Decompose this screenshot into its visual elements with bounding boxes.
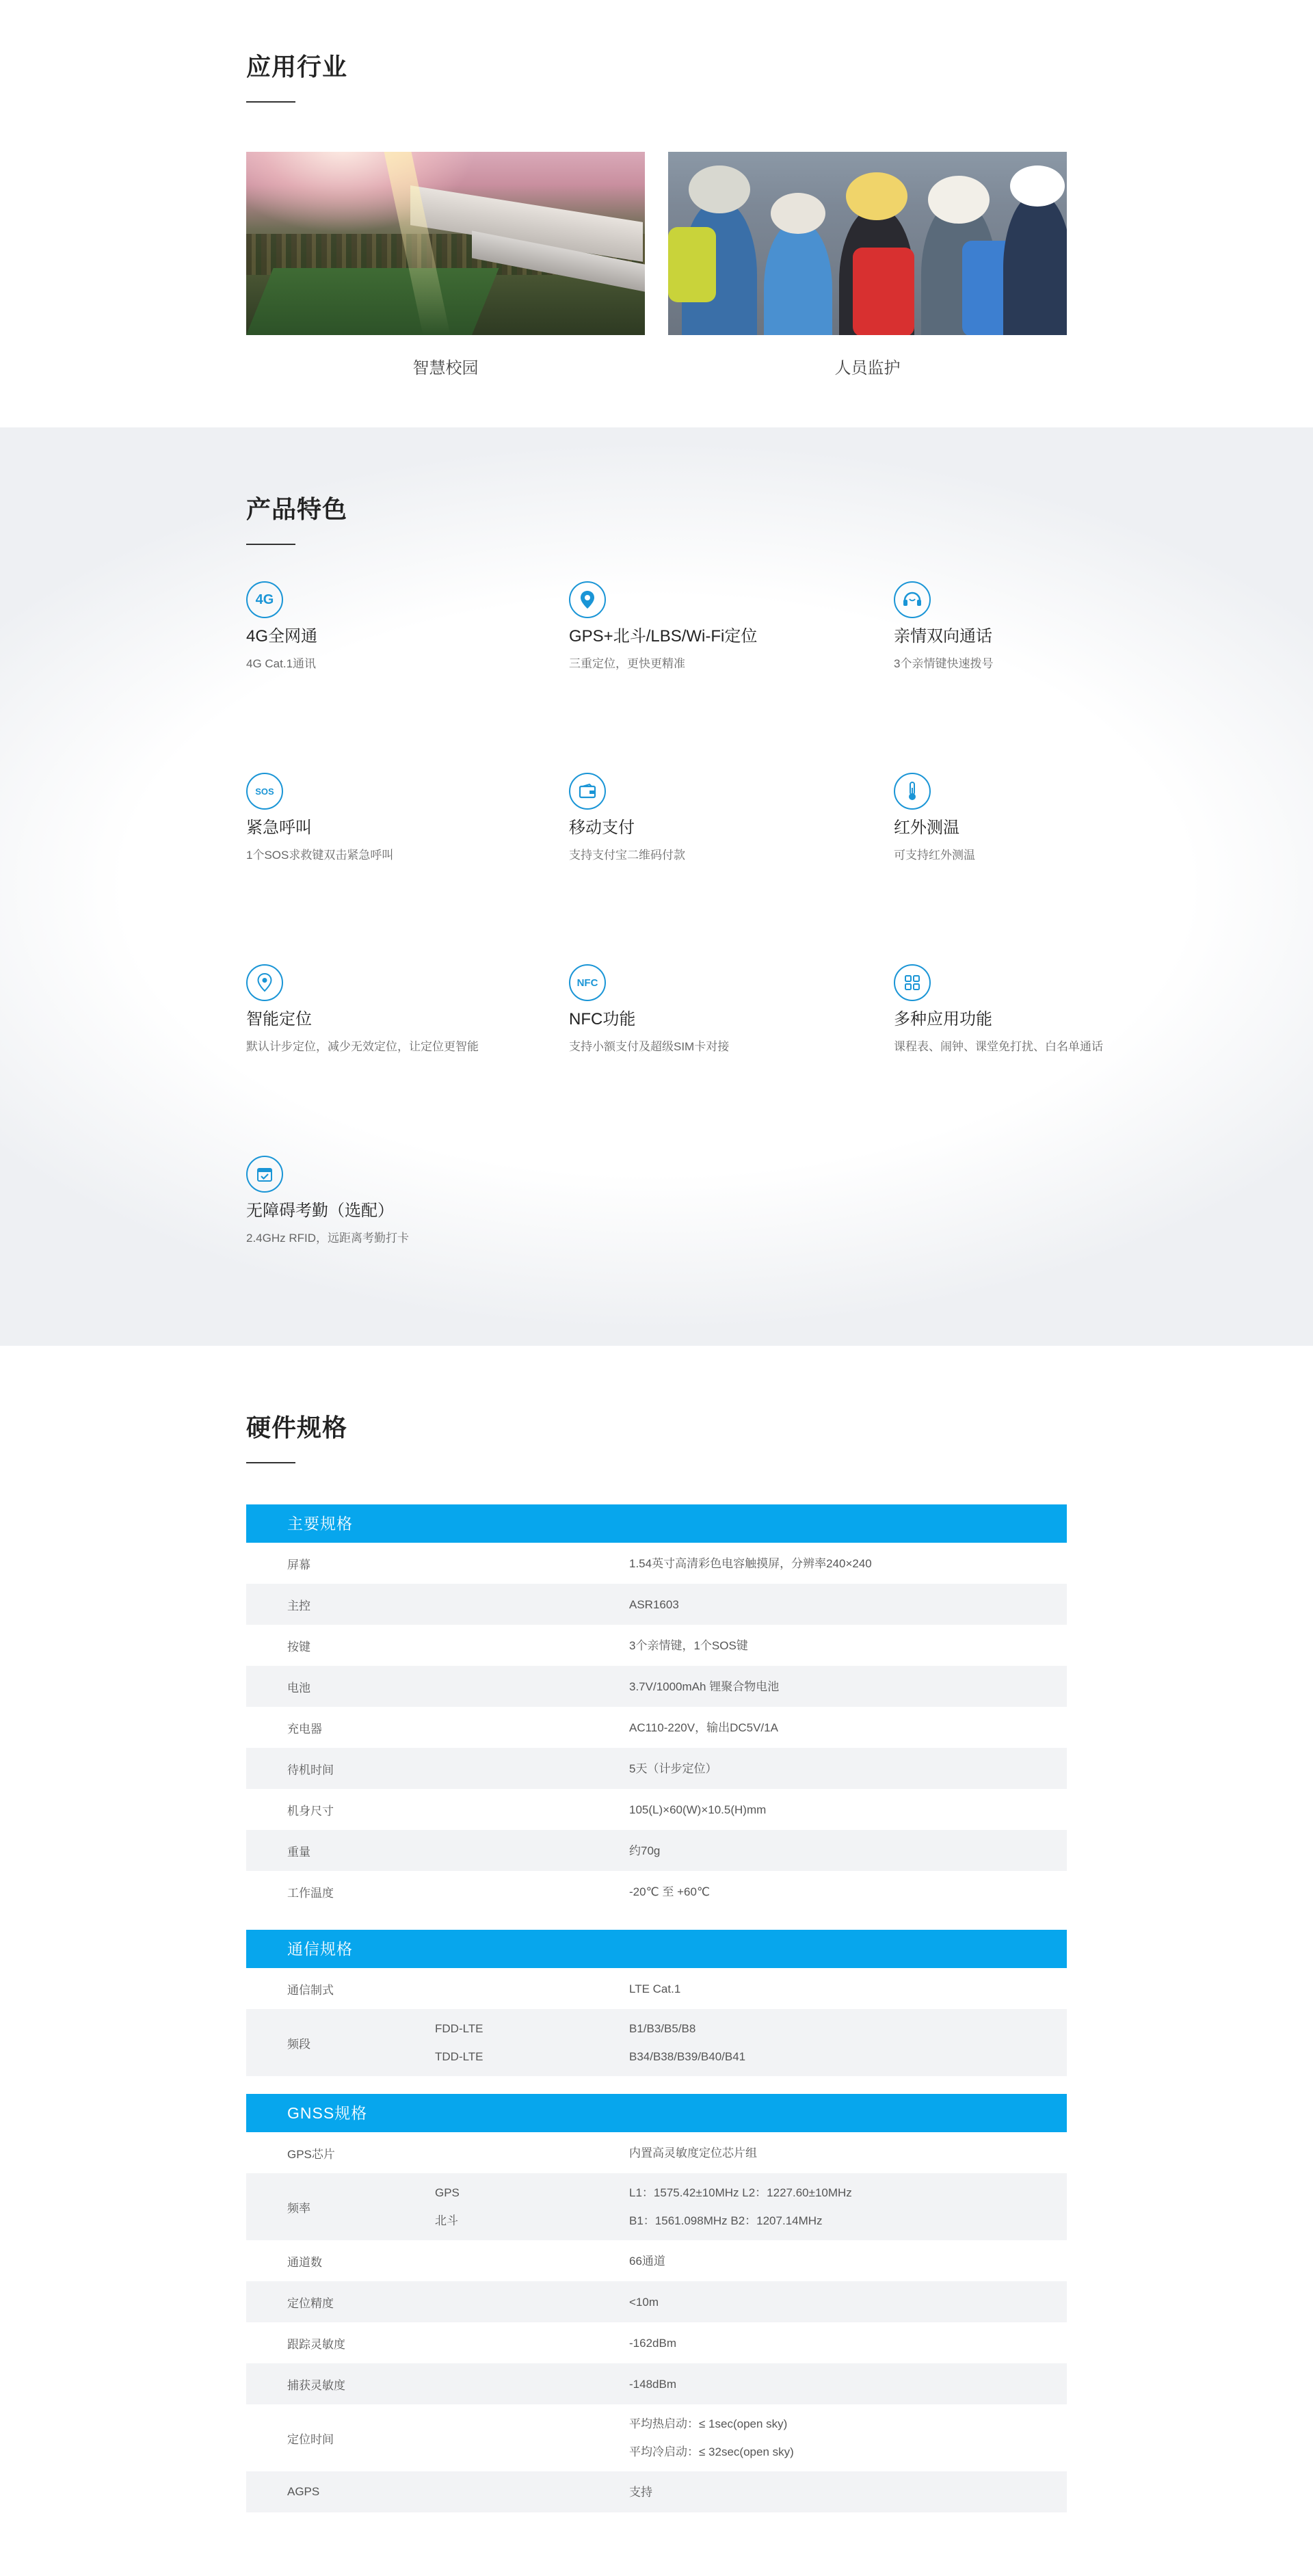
spec-value: 5天（计步定位）	[629, 1762, 717, 1775]
spec-label: 跟踪灵敏度	[287, 2337, 345, 2351]
feature-title: GPS+北斗/LBS/Wi-Fi定位	[569, 627, 758, 646]
spec-row	[246, 2363, 1067, 2404]
spec-row	[246, 1748, 1067, 1789]
spec-value: B1：1561.098MHz B2：1207.14MHz	[629, 2214, 823, 2227]
spec-value: 3.7V/1000mAh 锂聚合物电池	[629, 1679, 780, 1693]
spec-value-col	[629, 1673, 1067, 1701]
feature-location	[569, 581, 801, 674]
spec-row	[246, 2281, 1067, 2322]
spec-value: 105(L)×60(W)×10.5(H)mm	[629, 1803, 767, 1816]
industry-title-wrap	[246, 53, 347, 103]
spec-label: 机身尺寸	[287, 1804, 334, 1818]
spec-value-col	[629, 2015, 1067, 2071]
feature-sos	[246, 773, 479, 866]
spec-label: GPS芯片	[287, 2147, 335, 2161]
spec-sub-label: TDD-LTE	[435, 2050, 483, 2063]
spec-value: AC110-220V，输出DC5V/1A	[629, 1721, 778, 1734]
industry-card-monitoring[interactable]	[668, 152, 1067, 378]
spec-value-col	[629, 1755, 1067, 1783]
spec-value-col	[629, 1714, 1067, 1742]
spec-value: B1/B3/B5/B8	[629, 2022, 696, 2035]
feature-desc: 2.4GHz RFID，远距离考勤打卡	[246, 1232, 410, 1245]
smart-location-icon	[246, 964, 283, 1001]
spec-row	[246, 1789, 1067, 1830]
campus-aerial-photo	[246, 152, 645, 335]
spec-value-col	[629, 1591, 1067, 1619]
spec-row	[246, 2471, 1067, 2512]
spec-row	[246, 2240, 1067, 2281]
spec-label: 待机时间	[287, 1763, 334, 1777]
spec-row	[246, 1584, 1067, 1625]
title-underline	[246, 1462, 295, 1463]
spec-value-col	[629, 2329, 1067, 2357]
hardware-section	[0, 1346, 1313, 2576]
calendar-check-icon	[246, 1156, 283, 1193]
spec-value-col	[629, 2179, 1067, 2235]
spec-value: -148dBm	[629, 2377, 676, 2391]
spec-row	[246, 1871, 1067, 1912]
feature-desc: 4G Cat.1通讯	[246, 657, 317, 670]
spec-label: AGPS	[287, 2485, 320, 2498]
features-title-wrap	[246, 496, 347, 545]
spec-row	[246, 2322, 1067, 2363]
spec-group-header: GNSS规格	[246, 2094, 1067, 2132]
feature-title: 紧急呼叫	[246, 819, 312, 837]
spec-value: 约70g	[629, 1844, 661, 1857]
feature-attendance	[246, 1156, 479, 1249]
spec-value: 内置高灵敏度定位芯片组	[629, 2146, 757, 2160]
spec-label: 捕获灵敏度	[287, 2378, 345, 2392]
spec-value: 平均冷启动：≤ 32sec(open sky)	[629, 2445, 794, 2458]
spec-row	[246, 1625, 1067, 1666]
spec-value: 66通道	[629, 2254, 665, 2268]
spec-row	[246, 2173, 1067, 2240]
spec-label: 定位时间	[287, 2432, 334, 2446]
feature-title: 亲情双向通话	[894, 627, 992, 646]
spec-value: L1：1575.42±10MHz L2：1227.60±10MHz	[629, 2186, 852, 2199]
spec-value-col	[629, 1550, 1067, 1578]
location-pin-icon	[569, 581, 606, 618]
spec-label: 按键	[287, 1640, 310, 1654]
feature-desc: 3个亲情键快速拨号	[894, 657, 994, 670]
spec-value: 1.54英寸高清彩色电容触摸屏，分辨率240×240	[629, 1556, 872, 1570]
industry-caption: 智慧校园	[412, 359, 479, 377]
feature-family-call	[894, 581, 1126, 674]
industry-caption: 人员监护	[834, 359, 901, 377]
spec-value: 3个亲情键，1个SOS键	[629, 1638, 748, 1652]
children-backpacks-photo	[668, 152, 1067, 335]
spec-table	[246, 1504, 1067, 2512]
spec-value-col	[629, 1796, 1067, 1824]
feature-temperature	[894, 773, 1126, 866]
feature-title: 4G全网通	[246, 627, 318, 646]
spec-row	[246, 1707, 1067, 1748]
feature-title: 无障碍考勤（选配）	[246, 1201, 394, 1220]
family-call-icon	[894, 581, 931, 618]
feature-title: 移动支付	[569, 819, 635, 837]
feature-desc: 支持小额支付及超级SIM卡对接	[569, 1040, 730, 1053]
feature-4g	[246, 581, 479, 674]
feature-title: 多种应用功能	[894, 1010, 992, 1028]
features-title: 产品特色	[246, 495, 348, 523]
spec-value-col	[629, 2410, 1067, 2466]
industry-title: 应用行业	[246, 53, 348, 81]
spec-value-col	[629, 2247, 1067, 2275]
spec-label: 频段	[287, 2037, 310, 2051]
industry-card-campus[interactable]	[246, 152, 645, 378]
spec-value: ASR1603	[629, 1597, 679, 1611]
spec-sub-label: FDD-LTE	[435, 2022, 483, 2035]
spec-value: -162dBm	[629, 2336, 676, 2350]
apps-grid-icon	[894, 964, 931, 1001]
spec-sub-label: 北斗	[435, 2214, 458, 2227]
feature-payment	[569, 773, 801, 866]
spec-value-col	[629, 2478, 1067, 2506]
spec-row	[246, 2009, 1067, 2076]
feature-desc: 三重定位，更快更精准	[569, 657, 685, 670]
feature-multi-apps	[894, 964, 1126, 1057]
spec-value-col	[629, 2370, 1067, 2398]
spec-row	[246, 2132, 1067, 2173]
hardware-title: 硬件规格	[246, 1413, 348, 1442]
spec-row	[246, 1543, 1067, 1584]
feature-desc: 课程表、闹钟、课堂免打扰、白名单通话	[894, 1040, 1103, 1053]
spec-value: B34/B38/B39/B40/B41	[629, 2050, 746, 2063]
spec-value: LTE Cat.1	[629, 1982, 681, 1995]
spec-value-col	[629, 2139, 1067, 2167]
feature-desc: 1个SOS求救键双击紧急呼叫	[246, 849, 394, 862]
spec-sub-label-col	[435, 2179, 629, 2235]
spec-value-col	[629, 1878, 1067, 1906]
spec-label: 通道数	[287, 2255, 322, 2269]
spec-row	[246, 1968, 1067, 2009]
spec-label: 电池	[287, 1681, 310, 1695]
feature-desc: 默认计步定位，减少无效定位，让定位更智能	[246, 1040, 479, 1053]
spec-row	[246, 2404, 1067, 2471]
spec-label: 主控	[287, 1599, 310, 1612]
spec-group-header: 通信规格	[246, 1930, 1067, 1968]
feature-title: 红外测温	[894, 819, 959, 837]
features-section	[0, 427, 1313, 1346]
feature-title: 智能定位	[246, 1010, 312, 1028]
spec-label: 充电器	[287, 1722, 322, 1736]
spec-value-col	[629, 2288, 1067, 2316]
spec-value: 支持	[629, 2485, 652, 2499]
spec-value: -20℃ 至 +60℃	[629, 1885, 711, 1898]
spec-label: 工作温度	[287, 1886, 334, 1900]
spec-value-col	[629, 1632, 1067, 1660]
title-underline	[246, 544, 295, 545]
spec-label: 定位精度	[287, 2296, 334, 2310]
spec-group-header: 主要规格	[246, 1504, 1067, 1543]
hardware-title-wrap	[246, 1414, 347, 1463]
feature-title: NFC功能	[569, 1010, 636, 1028]
feature-nfc	[569, 964, 801, 1057]
spec-label: 通信制式	[287, 1983, 334, 1997]
thermometer-icon	[894, 773, 931, 810]
feature-desc: 可支持红外测温	[894, 849, 975, 862]
spec-value-col	[629, 1975, 1067, 2003]
4g-signal-icon: 4G	[246, 581, 283, 618]
wallet-icon	[569, 773, 606, 810]
spec-value: 平均热启动：≤ 1sec(open sky)	[629, 2417, 788, 2430]
spec-sub-label: GPS	[435, 2186, 460, 2199]
sos-icon: SOS	[246, 773, 283, 810]
nfc-icon: NFC	[569, 964, 606, 1001]
spec-row	[246, 1830, 1067, 1871]
spec-row	[246, 1666, 1067, 1707]
spec-value-col	[629, 1837, 1067, 1865]
feature-smart-location	[246, 964, 479, 1057]
spec-label: 屏幕	[287, 1558, 310, 1571]
spec-value: <10m	[629, 2295, 659, 2309]
spec-label: 频率	[287, 2201, 310, 2215]
title-underline	[246, 101, 295, 103]
spec-sub-label-col	[435, 2015, 629, 2071]
feature-desc: 支持支付宝二维码付款	[569, 849, 685, 862]
spec-label: 重量	[287, 1845, 310, 1859]
industry-section	[0, 0, 1313, 427]
